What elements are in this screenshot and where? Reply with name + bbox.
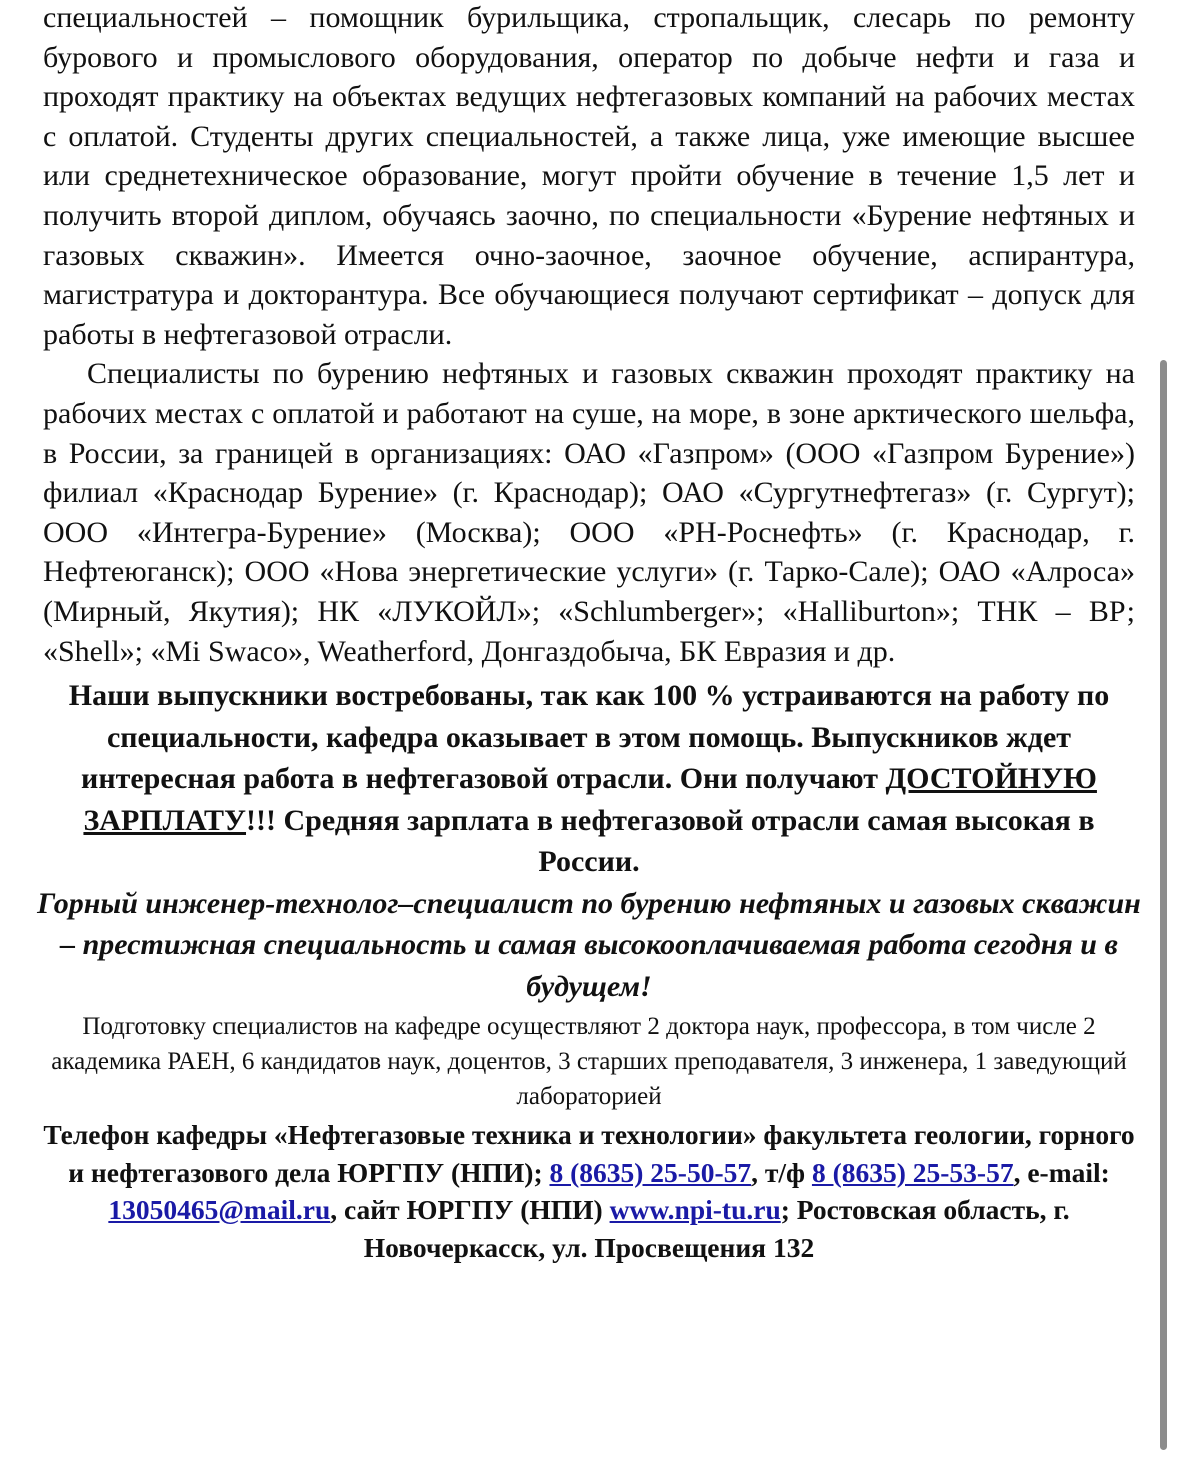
- site-label: сайт ЮРГПУ (НПИ): [344, 1194, 610, 1226]
- phone-link[interactable]: 8 (8635) 25-50-57: [549, 1156, 752, 1188]
- email-link[interactable]: 13050465@mail.ru: [108, 1194, 331, 1226]
- contacts-separator: ,: [751, 1156, 758, 1188]
- slogan: Горный инженер-технолог–специалист по бурению нефтяных и газовых скважин – престижная специальность и самая высокооплачиваемая работа сегодня и в будущем!: [37, 886, 1141, 1003]
- salary-suffix: !!! Средняя зарплата в нефтегазовой отрасли самая высокая в России.: [246, 803, 1095, 879]
- contacts-block: [33, 1116, 1145, 1266]
- vertical-scrollbar[interactable]: [1160, 360, 1167, 1450]
- paragraph-employers: Специалисты по бурению нефтяных и газовых скважин проходят практику на рабочих местах с оплатой и работают на суше, на море, в зоне арктического шельфа, в России, за границей в организациях: ОАО «Газпром» (ООО «Газпром Бурение») филиал «Краснодар Бурение» (г. Краснодар); ОАО «Сургутнефтегаз» (г. Сургут); ООО «Интегра-Бурение» (Москва); ООО «РН-Роснефть» (г. Краснодар, г. Нефтеюганск); ООО «Нова энергетические услуги» (г. Тарко-Сале); ОАО «Алроса» (Мирный, Якутия); НК «ЛУКОЙЛ»; «Schlumberger»; «Halliburton»; ТНК – ВР; «Shell»; «Mi Swaco», Weatherford, Донгаздобыча, БК Евразия и др.: [43, 357, 1135, 668]
- salary-emphasis: ДОСТОЙНУЮ ЗАРПЛАТУ: [83, 762, 1097, 837]
- contacts-intro: Телефон кафедры «Нефтегазовые техника и технологии» факультета геологии, горного и нефтегазового дела ЮРГПУ (НПИ);: [43, 1119, 1135, 1188]
- address-text: ; Ростовская область, г. Новочеркасск, ул. Просвещения 132: [363, 1194, 1070, 1263]
- paragraph-specialties: специальностей – помощник бурильщика, стропальщик, слесарь по ремонту бурового и промыслового оборудования, оператор по добыче нефти и газа и проходят практику на объектах ведущих нефтегазовых компаний на рабочих местах с оплатой. Студенты других специальностей, а также лица, уже имеющие высшее или среднетехническое образование, могут пройти обучение в течение 1,5 лет и получить второй диплом, обучаясь заочно, по специальности «Бурение нефтяных и газовых скважин». Имеется очно-заочное, заочное обучение, аспирантура, магистратура и докторантура. Все обучающиеся получают сертификат – допуск для работы в нефтегазовой отрасли.: [43, 1, 1135, 351]
- graduates-highlight: [35, 675, 1143, 883]
- salary-prefix: Они получают: [679, 762, 886, 796]
- site-link[interactable]: www.npi-tu.ru: [609, 1194, 781, 1226]
- graduates-demand-text: Наши выпускники востребованы, так как 100 % устраиваются на работу по специальности, кафедра оказывает в этом помощь. Выпускников ждет интересная работа в нефтегазовой отрасли.: [68, 679, 1110, 796]
- staff-info: Подготовку специалистов на кафедре осуществляют 2 доктора наук, профессора, в том числе 2 академика РАЕН, 6 кандидатов наук, доцентов, 3 старших преподавателя, 3 инженера, 1 заведующий лабораторией: [51, 1013, 1127, 1111]
- fax-link[interactable]: 8 (8635) 25-53-57: [811, 1156, 1014, 1188]
- contacts-separator-2: ,: [330, 1194, 338, 1226]
- fax-label: т/ф: [764, 1156, 812, 1188]
- document-page: [37, 0, 1141, 1266]
- email-label: , e-mail:: [1013, 1156, 1110, 1188]
